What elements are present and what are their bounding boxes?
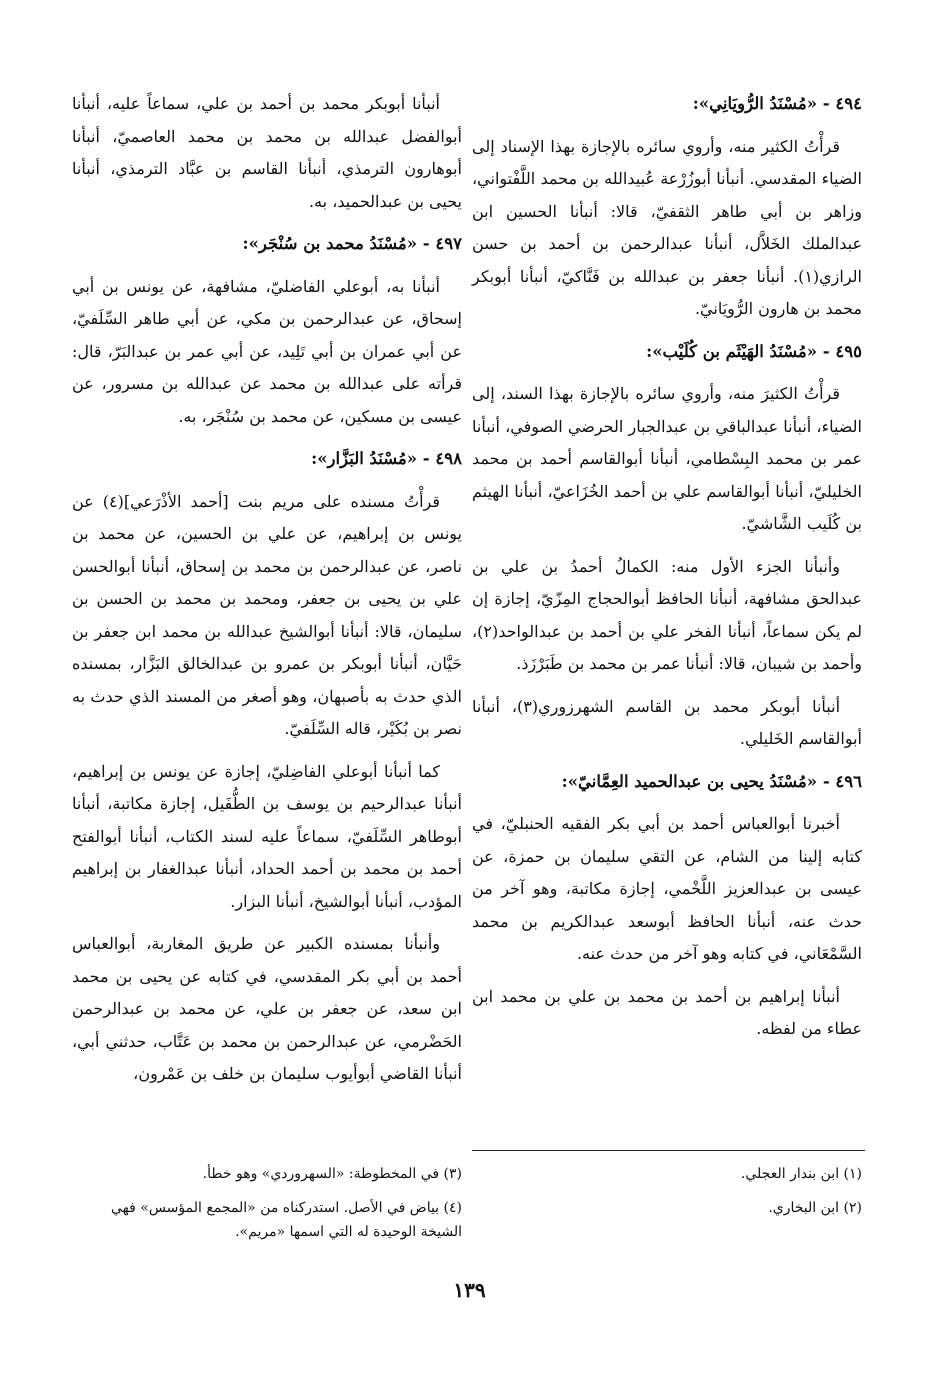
entry-496-paragraph-3: أنبأنا أبوبكر محمد بن أحمد بن علي، سماعاً عليه، أنبأنا أبوالفضل عبدالله بن محمد بن محمد العاصميّ، أنبأنا أبوهارون الترمذي، أنبأنا القاسم بن عبَّاد الترمذي، أنبأنا يحيى بن عبدالحميد، به. xyxy=(72,94,462,211)
footnote-divider xyxy=(472,1150,865,1151)
entry-496-paragraph-2: أنبأنا إبراهيم بن أحمد بن محمد بن علي بن محمد ابن عطاء من لفظه. xyxy=(472,986,862,1038)
entry-498-paragraph-2: كما أنبأنا أبوعلي الفاضِليّ، إجازة عن يونس بن إبراهيم، أنبأنا عبدالرحيم بن يوسف بن الطُّفَيل، إجازة مكاتبة، أنبأنا أبوطاهر السِّلَفيّ، سماعاً عليه لسند الكتاب، أنبأنا أبوالفتح أحمد بن محمد بن أحمد الحداد، أنبأنا عبدالغفار بن إبراهيم المؤدب، أنبأنا أبوالشيخ، أنبأنا البزار. xyxy=(72,761,462,911)
footnote-2: (٢) ابن البخاري. xyxy=(768,1200,862,1216)
entry-497-paragraph-1: أنبأنا به، أبوعلي الفاضليّ، مشافهة، عن يونس بن أبي إسحاق، عن عبدالرحمن بن مكي، عن أبي طاهر السِّلَفيّ، عن أبي عمران بن أبي تَلِيد، عن أبي عمر بن عبدالبَرّ، قال: قرأته على عبدالله بن محمد عن عبدالله بن مسرور، عن عيسى بن مسكين، عن محمد بن سُنْجَر، به. xyxy=(72,276,463,426)
entry-497-heading: ٤٩٧ - «مُسْنَدُ محمد بن سُنْجَر»: xyxy=(242,234,462,253)
footnotes-left xyxy=(72,1162,462,1254)
footnote-1: (١) ابن بندار العجلي. xyxy=(740,1166,862,1182)
entry-498-paragraph-3: وأنبأنا بمسنده الكبير عن طريق المغاربة، أبوالعباس أحمد بن أبي بكر المقدسي، في كتابه عن يحيى بن محمد ابن سعد، عن جعفر بن علي، عن محمد بن عبدالرحمن الحَضْرمي، عن عبدالرحمن بن محمد بن عَتَّاب، حدثني أبي، أنبأنا القاضي أبوأيوب سليمان بن خلف بن عَمْرون، xyxy=(72,934,462,1083)
footnotes-right xyxy=(472,1162,862,1230)
entry-498-paragraph-1: قرأْتُ مسنده على مريم بنت [أحمد الأذْرَعي](٤) عن يونس بن إبراهيم، عن علي بن الحسين، عن محمد بن ناصر، عن عبدالرحمن بن محمد بن إسحاق، أنبأنا أبوالحسن علي بن يحيى بن جعفر، ومحمد بن محمد بن الحسن بن سليمان، قالا: أنبأنا أبوالشيخ عبدالله بن محمد ابن جعفر بن حَيَّان، أنبأنا أبوبكر بن عمرو بن عبدالخالق البَزَّار، بمسنده الذي حدث به بأصبهان، وهو أصغر من المسند الذي حدث به نصر بن بُكَيْر، قاله السِّلَفيّ. xyxy=(72,491,462,738)
footnote-4: (٤) بياض في الأصل. استدركناه من «المجمع المؤسس» فهي الشيخة الوحيدة له التي اسمها «مريم». xyxy=(111,1200,462,1240)
entry-495-paragraph-3: أنبأنا أبوبكر محمد بن القاسم الشهرزوري(٣)، أنبأنا أبوالقاسم الخَليلي. xyxy=(472,696,862,748)
right-column xyxy=(472,88,862,1056)
entry-496-paragraph-1: أخبرنا أبوالعباس أحمد بن أبي بكر الفقيه الحنبليّ، في كتابه إلينا من الشام، عن التقي سليمان بن حمزة، عن عيسى بن عبدالعزيز اللَّخْمي، إجازة مكاتبة، وهو آخر من حدث عنه، أنبأنا الحافظ أبوسعد عبدالكريم بن محمد السَّمْعَاني، في كتابه وهو آخر من حدث عنه. xyxy=(472,814,862,963)
page-number: ١٣٩ xyxy=(453,1278,486,1302)
footnote-3: (٣) في المخطوطة: «السهروردي» وهو خطأ. xyxy=(202,1166,462,1182)
entry-498-heading: ٤٩٨ - «مُسْنَدُ البَزَّار»: xyxy=(311,449,462,468)
entry-494-heading: ٤٩٤ - «مُسْنَدُ الرُّويَانِي»: xyxy=(692,94,862,113)
entry-495-paragraph-1: قرأْتُ الكثيرَ منه، وأروي سائره بالإجازة بهذا السند، إلى الضياء، أنبأنا عبدالباقي بن عبدالجبار الحرضي الصوفي، أنبأنا عمر بن محمد البِسْطامي، أنبأنا أبوالقاسم أحمد بن محمد الخليليّ، أنبأنا أبوالقاسم علي بن أحمد الخُزَاعيّ، أنبأنا الهيثم بن كُلَيب الشَّاشيّ. xyxy=(472,384,862,533)
entry-495-paragraph-2: وأنبأنا الجزء الأول منه: الكمالُ أحمدُ بن علي بن عبدالحق مشافهة، أنبأنا الحافظ أبوالحجاج المِزّيّ، إجازة إن لم يكن سماعاً، أنبأنا الفخر علي بن أحمد بن عبدالواحد(٢)، وأحمد بن شيبان، قالا: أنبأنا عمر بن محمد بن طَبَرْزَذ. xyxy=(472,556,862,673)
entry-495-heading: ٤٩٥ - «مُسْنَدُ الهَيْثَم بن كُلَيْب»: xyxy=(646,341,862,361)
left-column xyxy=(72,88,462,1101)
entry-494-paragraph-1: قرأْتُ الكثير منه، وأروي سائره بالإجازة بهذا الإسناد إلى الضياء المقدسي. أنبأنا أبوزُرْعة عُبيدالله بن محمد اللَّفْتواني، وزاهر بن أبي طاهر الثقفيّ، قالا: أنبأنا الحسين ابن عبدالملك الخَلاَّل، أنبأنا عبدالرحمن بن أحمد بن حسن الرازي(١). أنبأنا جعفر بن عبدالله بن فَنَّاكيّ، أنبأنا أبوبكر محمد بن هارون الرُّويَانيّ. xyxy=(472,136,862,318)
entry-496-heading: ٤٩٦ - «مُسْنَدُ يحيى بن عبدالحميد العِمَّانيّ»: xyxy=(561,771,862,791)
